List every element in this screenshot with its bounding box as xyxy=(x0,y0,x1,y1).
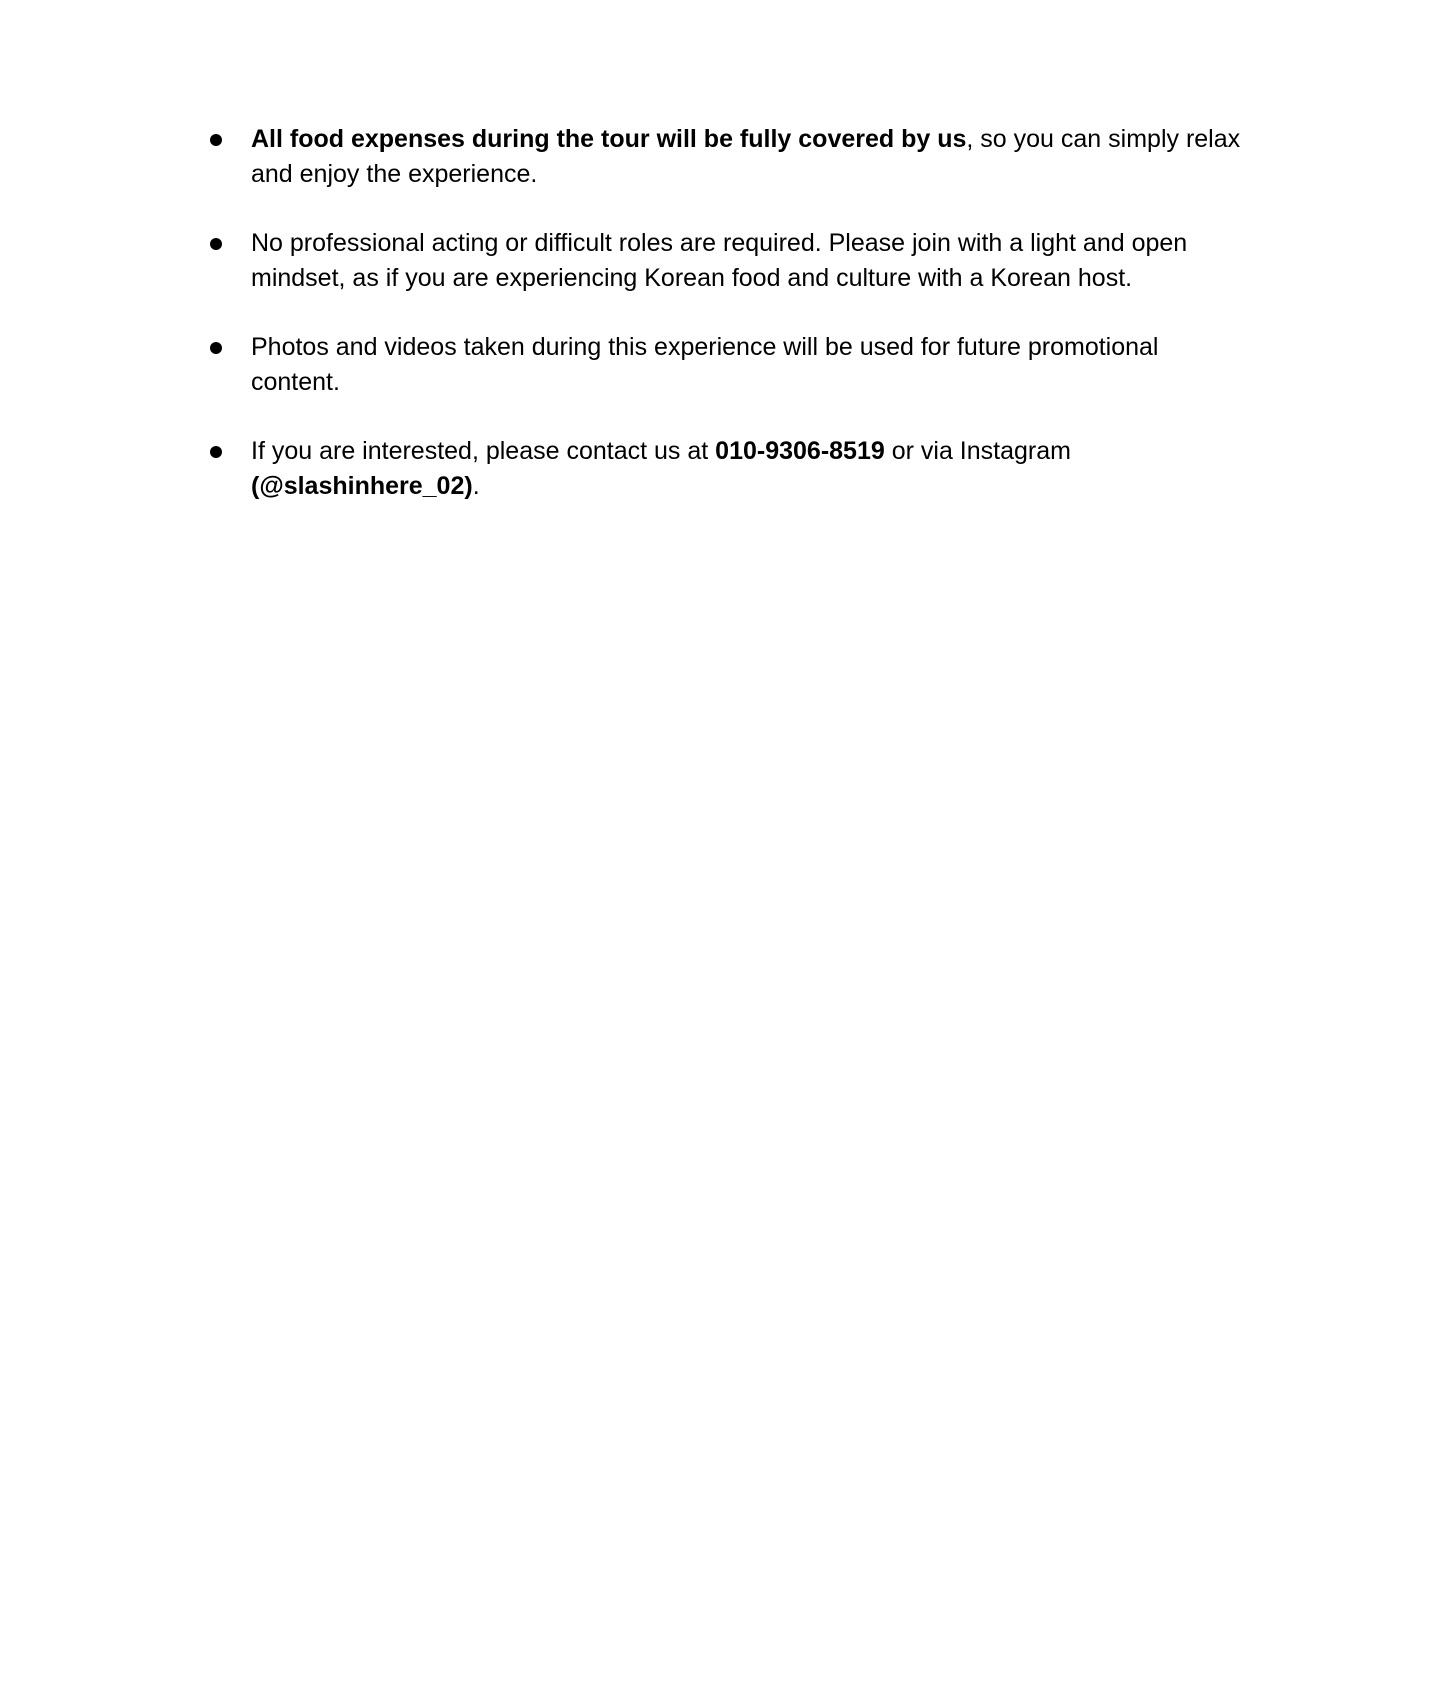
food-expenses-bold-text: All food expenses during the tour will be fully covered by us xyxy=(251,125,967,153)
list-item xyxy=(205,122,1245,191)
contact-text-after: . xyxy=(472,471,480,500)
bullet-list xyxy=(205,122,1245,538)
bullet-icon xyxy=(210,238,222,250)
phone-number: 010-9306-8519 xyxy=(715,437,885,465)
list-item xyxy=(205,226,1245,295)
food-expenses-text: , so you can simply relax and enjoy the experience. xyxy=(251,125,1241,188)
bullet-icon xyxy=(210,342,222,354)
bullet-icon xyxy=(210,446,222,458)
contact-text-before: If you are interested, please contact us at xyxy=(251,437,716,465)
acting-text: No professional acting or difficult roles are required. Please join with a light and open mindset, as if you are experiencing Korean food and culture with a Korean host. xyxy=(251,229,1188,292)
list-item xyxy=(205,330,1245,399)
list-item xyxy=(205,434,1245,503)
instagram-handle: (@slashinhere_02) xyxy=(251,471,473,500)
bullet-icon xyxy=(210,134,222,146)
photos-text: Photos and videos taken during this experience will be used for future promotional content. xyxy=(251,333,1159,396)
contact-text-middle: or via Instagram xyxy=(884,437,1071,465)
